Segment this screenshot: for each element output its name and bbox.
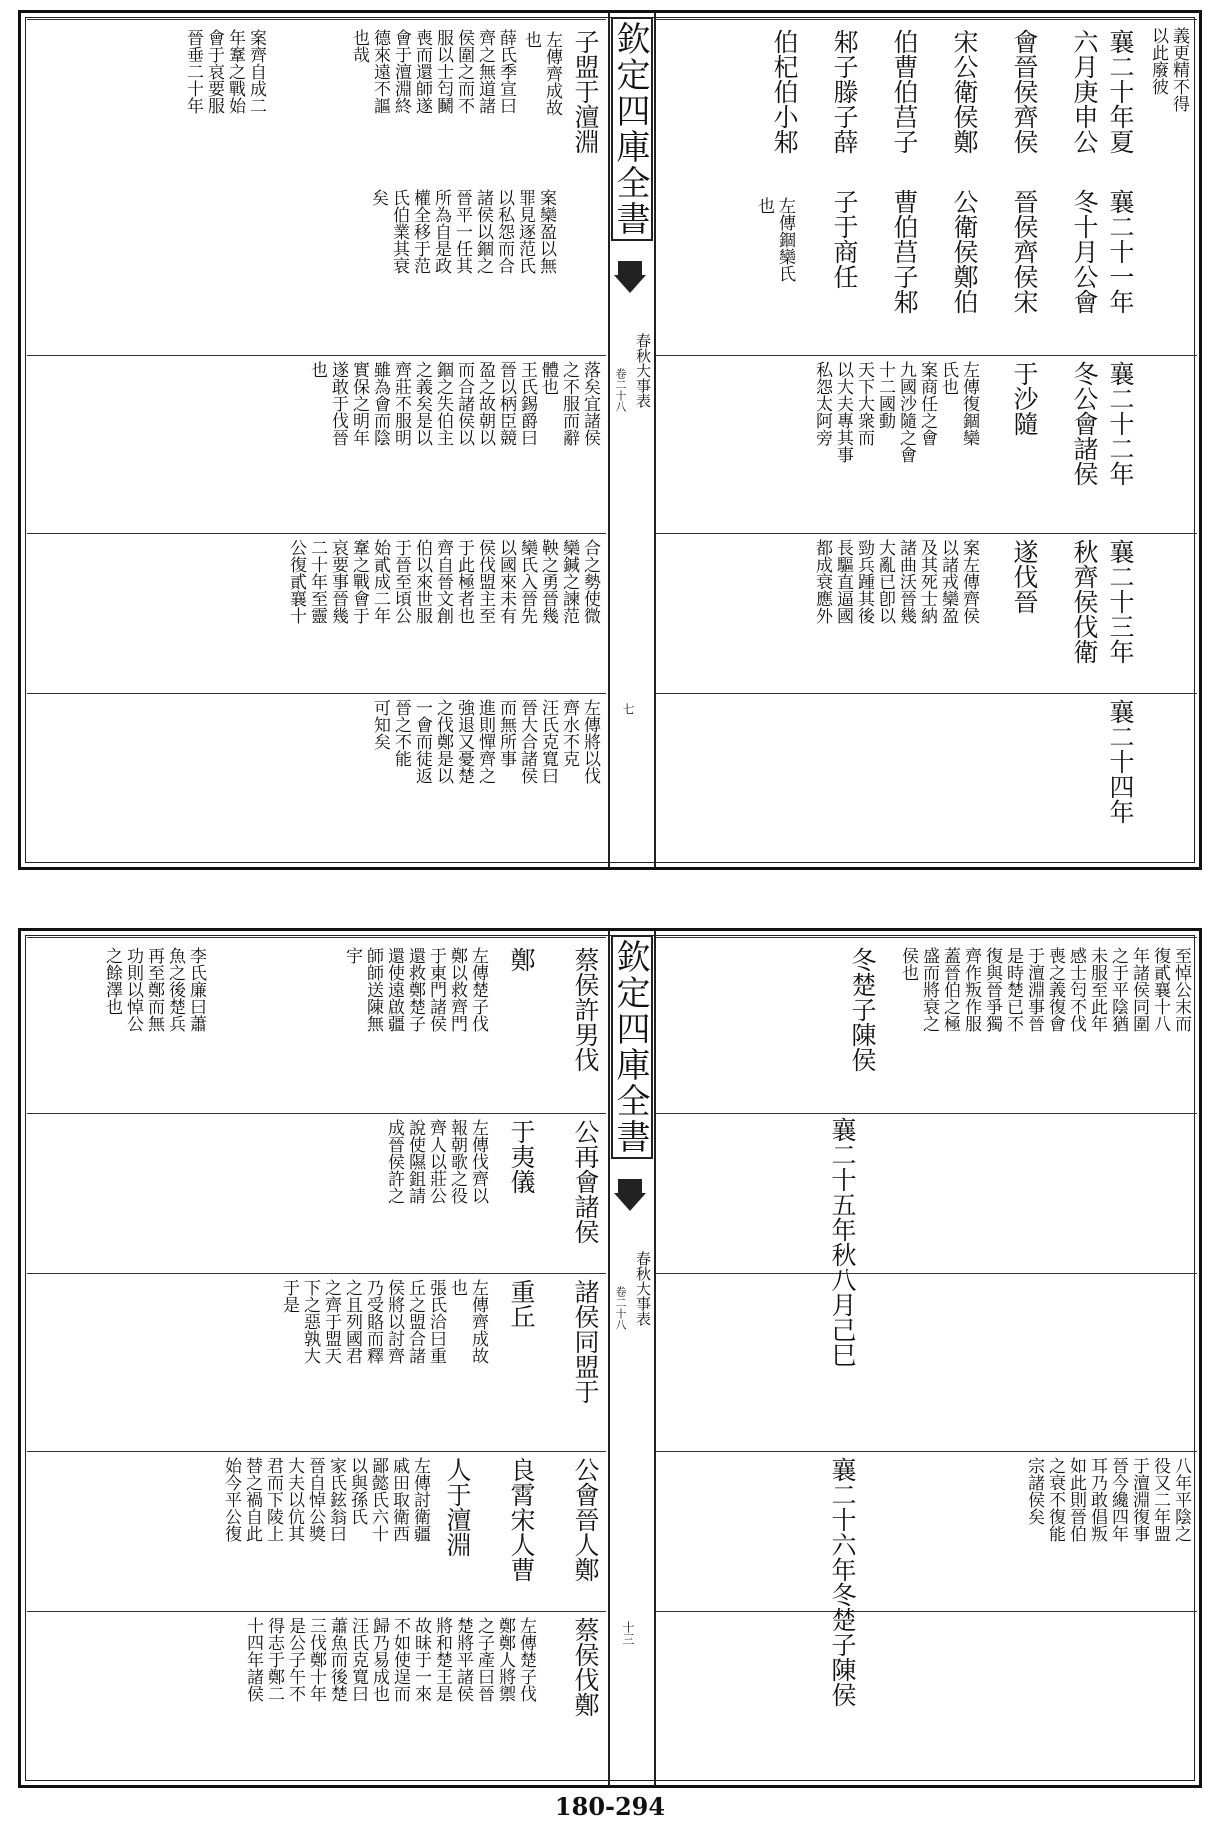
annotation: 薛氏季宣曰 齊之無道諸 侯圍之而不 服以士匄鬭 喪而還師遂 會于澶淵終 德來遠不謳 也哉	[349, 29, 516, 114]
rule	[27, 1273, 606, 1274]
center-gutter	[608, 931, 656, 1785]
section-title: 春秋大事表	[634, 1251, 652, 1326]
text-column: 邾子滕子薛	[830, 29, 859, 154]
text-column: 遂伐晉	[1010, 539, 1039, 614]
section-title: 春秋大事表	[634, 333, 652, 408]
volume-label: 卷二十八	[614, 1286, 627, 1330]
annotation: 左傳楚子伐 鄭鄭人將禦 之子產曰晉 楚將平諸侯 將和楚王是 故昧于一來 不如使逞而 歸乃易成也 汪氏克寬曰 蕭魚而後楚 三伐鄭十年 是公子午不 得志于鄭二 十四年諸侯	[243, 1617, 536, 1702]
annotation: 李氏廉曰蕭 魚之後楚兵 再至鄭而無 功則以悼公 之餘澤也	[102, 947, 206, 1032]
bottom-page	[18, 928, 1202, 1788]
annotation: 至悼公末而 復貳襄十八 年諸侯同圍 之于平陰猶 未服至此年 感士匄不伐 喪之義復會 于澶淵事晉 是時楚已不 復與晉爭獨 齊作叛作服 蓋晉伯之極 盛而將衰之 侯也	[898, 947, 1191, 1032]
annotation: 左傳齊成故 也	[521, 31, 562, 116]
left-half	[27, 19, 606, 861]
rule	[27, 1611, 606, 1612]
text-column: 襄二十一年	[1106, 189, 1135, 314]
rule	[654, 355, 1197, 356]
text-column: 人于澶淵	[443, 1457, 472, 1557]
text-column: 襄二十四年	[1106, 699, 1135, 824]
text-column: 冬楚子陳侯	[848, 947, 877, 1072]
text-column: 蔡侯許男伐	[571, 947, 600, 1072]
rule	[27, 533, 606, 534]
annotation: 義更精不得 以此廢彼	[1148, 27, 1189, 112]
text-column: 良霄宋人曹	[507, 1457, 536, 1582]
rule	[654, 1273, 1197, 1274]
right-half	[654, 19, 1197, 861]
fishtail-mark	[614, 1193, 646, 1211]
text-column: 襄二十二年	[1106, 361, 1135, 486]
annotation: 左傳伐齊以 報朝歌之役 齊人以莊公 說使隰鉏請 成晉侯許之	[384, 1119, 488, 1204]
annotation: 左傳復錮欒 氏也 案商任之會 九國沙隨之會 十二國動 天下大衆而 以大夫專其事 私怨太阿旁	[812, 361, 979, 463]
right-half	[654, 937, 1197, 1779]
fishtail-mark	[618, 1179, 642, 1193]
leaf-number: 十三	[621, 1621, 635, 1645]
rule	[27, 1113, 606, 1114]
text-column: 秋齊侯伐衛	[1070, 539, 1099, 664]
text-column: 晉侯齊侯宋	[1010, 189, 1039, 314]
rule	[27, 693, 606, 694]
center-gutter	[608, 13, 656, 867]
text-column: 于夷儀	[507, 1119, 536, 1194]
volume-label: 卷二十八	[614, 368, 627, 412]
left-half	[27, 937, 606, 1779]
rule	[27, 1451, 606, 1452]
rule	[654, 533, 1197, 534]
rule	[27, 937, 606, 938]
text-column: 襄二十三年	[1106, 539, 1135, 664]
text-column: 鄭	[507, 947, 536, 972]
text-column: 冬十月公會	[1070, 189, 1099, 314]
annotation: 八年平陰之 役又二年盟 于澶淵復事 晉今纔四年 耳乃敢倡叛 如此則晉伯 之衰不復能 宗諸侯矣	[1024, 1457, 1191, 1542]
annotation: 左傳討衛疆 戚田取衛西 鄙懿氏六十 以與孫氏 家氏鉉翁曰 晉自悼公獎 大夫以伉其 君而下陵上 替之禍自此 始今平公復	[221, 1457, 430, 1542]
text-column: 會晉侯齊侯	[1010, 29, 1039, 154]
annotation: 落矣宜諸侯 之不服而辭 體也 王氏錫爵曰 晉以柄臣競 盈之故朝以 而合諸侯以 錮之失伯主 之義矣是以 齊莊不服明 雖為會而陰 實保之明年 遂敢于伐晉 也	[307, 361, 600, 446]
text-column: 襄二十年夏	[1106, 29, 1135, 154]
fishtail-mark	[614, 275, 646, 293]
rule	[654, 1113, 1197, 1114]
rule	[654, 19, 1197, 20]
text-column: 于沙隨	[1010, 361, 1039, 436]
text-column: 公再會諸侯	[571, 1119, 600, 1244]
text-column: 諸侯同盟于	[571, 1279, 600, 1404]
text-column: 子于商任	[830, 189, 859, 289]
rule	[654, 1451, 1197, 1452]
rule	[27, 355, 606, 356]
text-column: 公會晉人鄭	[571, 1457, 600, 1582]
text-column: 公衛侯鄭伯	[950, 189, 979, 314]
rule	[654, 693, 1197, 694]
text-column: 蔡侯伐鄭	[571, 1617, 600, 1717]
rule	[654, 1611, 1197, 1612]
annotation: 左傳將以伐 齊水不克 汪氏克寬曰 晉大合諸侯 而無所事 進則憚齊之 強退又憂楚 之伐鄭是以 一會而徒返 晉之不能 可知矣	[370, 699, 600, 784]
text-column: 宋公衛侯鄭	[950, 29, 979, 154]
text-column: 六月庚申公	[1070, 29, 1099, 154]
text-column: 襄二十五年秋八月己巳	[828, 1117, 857, 1367]
text-column: 重丘	[507, 1279, 536, 1329]
book-title: 欽定四庫全書	[611, 17, 653, 241]
annotation: 左傳楚子伐 鄭以救齊門 于東門諸侯 還救鄭楚子 還使遠啟疆 師師送陳無 宇	[342, 947, 488, 1032]
text-column: 襄二十六年冬楚子陳侯	[828, 1457, 857, 1707]
annotation: 案左傳齊侯 以諸戎欒盈 及其死士納 諸曲沃晉幾 大亂已卽以 勁兵踵其後 長驅直逼國 都成衰應外	[812, 539, 979, 624]
annotation: 左傳齊成故 也 張氏洽曰重 丘之盟合諸 侯將以討齊 乃受賂而釋 之且列國君 之齊于盟天 下之惡孰大 于是	[279, 1279, 488, 1364]
page-footer-number: 180-294	[554, 1792, 666, 1821]
annotation: 合之勢使微 欒鍼之諫范 鞅之勇晉幾 欒氏入晉先 以國來未有 侯伐盟主至 于此極者也 齊自晉文創 伯以來世服 于晉至頃公 始貳成二年 鞌之戰會于 哀要事晉幾 二十年至靈 公復貳襄十	[286, 539, 600, 624]
top-page	[18, 10, 1202, 870]
book-title: 欽定四庫全書	[611, 935, 653, 1159]
annotation: 案齊自成二 年鞌之戰始 會于哀要服 晉垂二十年	[183, 29, 266, 114]
fishtail-mark	[618, 261, 642, 275]
text-column: 曹伯莒子邾	[890, 189, 919, 314]
annotation: 左傳錮欒氏 也	[754, 197, 795, 282]
leaf-number: 七	[621, 703, 635, 715]
text-column: 子盟于澶淵	[571, 29, 600, 154]
text-column: 伯杞伯小邾	[770, 29, 799, 154]
text-column: 伯曹伯莒子	[890, 29, 919, 154]
rule	[654, 937, 1197, 938]
text-column: 冬公會諸侯	[1070, 361, 1099, 486]
rule	[27, 19, 606, 20]
annotation: 案欒盈以無 罪見逐范氏 以私怨而合 諸侯以錮之 晉平一任其 所為自是政 權全移于范 氏伯業其衰 矣	[368, 189, 556, 274]
